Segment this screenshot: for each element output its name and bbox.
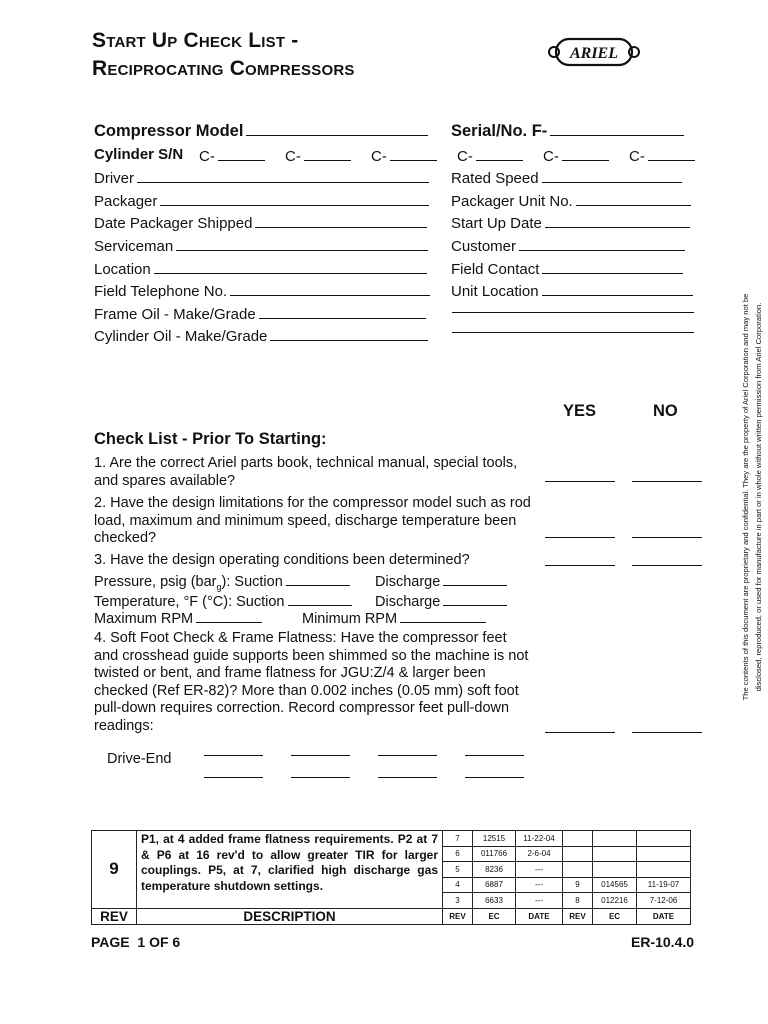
c-prefix: C- [199,148,215,165]
field-telephone-blank[interactable] [230,281,430,296]
date-cell: 11-22-04 [516,831,563,847]
q2-yes-blank[interactable] [545,537,615,538]
logo-text: ARIEL [569,45,619,62]
q1-no-blank[interactable] [632,481,702,482]
no-column-header: NO [653,402,678,420]
rated-speed-blank[interactable] [542,168,682,183]
cylinder-2 [285,146,351,165]
packager-label: Packager [94,193,158,210]
rev-cell [563,831,593,847]
date-cell: 7-12-06 [637,893,691,909]
question-4: 4. Soft Foot Check & Frame Flatness: Have the compressor feet and crosshead guide supports been shimmed so the machine is not twisted or bent, and frame flatness for JGU:Z/4 & larger been checked (Ref ER-82)? More than 0.002 inches (0.05 mm) soft foot pull-down requires correction. Record compressor feet pull-down readings: [94,630,529,734]
max-rpm-label: Maximum RPM [94,611,194,627]
packager-blank[interactable] [160,191,429,206]
drive-end-reading-blank[interactable] [465,755,524,756]
page-number: PAGE 1 OF 6 [91,934,181,950]
field-contact-label: Field Contact [451,261,540,278]
ec-cell: 014565 [593,877,637,893]
cylinder-blank[interactable] [304,146,351,161]
driver-field [94,168,429,187]
c-prefix: C- [543,148,559,165]
pressure-sub: g [216,581,222,592]
serial-row [451,121,684,141]
q4-no-blank[interactable] [632,732,702,733]
col-ec-header: EC [593,908,637,924]
cylinder-oil-field [94,326,428,345]
field-telephone-label: Field Telephone No. [94,283,228,300]
temperature-suction-blank[interactable] [288,591,352,606]
drive-end-reading-blank[interactable] [204,777,263,778]
compressor-model-row [94,121,428,141]
cylinder-blank[interactable] [218,146,265,161]
rev-cell: 4 [443,877,473,893]
date-cell: 11-19-07 [637,877,691,893]
notice-line1: The contents of this document are proprietary and confidential. They are the property of Ariel Corporation and may not be [741,293,750,701]
unit-location-field [451,281,693,300]
customer-blank[interactable] [519,236,685,251]
date-cell: --- [516,893,563,909]
cylinder-blank[interactable] [390,146,437,161]
date-cell [637,831,691,847]
rev-cell: 7 [443,831,473,847]
rev-cell: 5 [443,862,473,878]
col-date-header: DATE [637,908,691,924]
extra-blank-line[interactable] [452,332,694,333]
c-prefix: C- [457,148,473,165]
rev-cell: 9 [563,877,593,893]
ec-cell [593,862,637,878]
pressure-label: Pressure, psig (bar [94,574,217,590]
location-blank[interactable] [154,259,427,274]
date-cell [637,862,691,878]
pressure-discharge-blank[interactable] [443,571,507,586]
col-date-header: DATE [516,908,563,924]
start-up-date-blank[interactable] [545,213,690,228]
c-prefix: C- [629,148,645,165]
serviceman-label: Serviceman [94,238,174,255]
discharge-label: Discharge [375,574,441,590]
cylinder-blank[interactable] [476,146,523,161]
field-contact-field [451,259,683,278]
cylinder-blank[interactable] [562,146,609,161]
description-header: DESCRIPTION [137,908,443,924]
location-label: Location [94,261,151,278]
q3-no-blank[interactable] [632,565,702,566]
document-title-line2: Reciprocating Compressors [92,57,355,80]
frame-oil-blank[interactable] [259,304,426,319]
date-cell: --- [516,862,563,878]
packager-unit-field [451,191,691,210]
current-rev-number: 9 [92,831,137,909]
question-3: 3. Have the design operating conditions been determined? [94,552,470,568]
extra-blank-line[interactable] [452,312,694,313]
start-up-date-field [451,213,690,232]
cylinder-sn-label: Cylinder S/N [94,146,184,163]
date-cell [637,846,691,862]
temperature-label: Temperature, °F (°C): Suction [94,594,285,610]
min-rpm-label: Minimum RPM [302,611,398,627]
question-2: 2. Have the design limitations for the compressor model such as rod load, maximum and minimum speed, discharge temperature been checked? [94,495,531,546]
c-prefix: C- [371,148,387,165]
location-field [94,259,427,278]
date-packager-shipped-label: Date Packager Shipped [94,215,253,232]
driver-blank[interactable] [137,168,429,183]
unit-location-label: Unit Location [451,283,539,300]
date-cell: --- [516,877,563,893]
compressor-model-blank[interactable] [246,121,428,136]
document-number: ER-10.4.0 [631,934,695,950]
serial-label: Serial/No. F- [451,122,548,140]
ec-cell: 8236 [473,862,516,878]
pressure-discharge [375,571,507,590]
frame-oil-label: Frame Oil - Make/Grade [94,306,256,323]
start-up-date-label: Start Up Date [451,215,542,232]
drive-end-reading-blank[interactable] [291,755,350,756]
unit-location-blank[interactable] [542,281,693,296]
question-1: 1. Are the correct Ariel parts book, technical manual, special tools, and spares available? [94,455,518,489]
col-ec-header: EC [473,908,516,924]
q3-yes-blank[interactable] [545,565,615,566]
serviceman-field [94,236,428,255]
rated-speed-label: Rated Speed [451,170,539,187]
q3-pressure-row [94,571,350,592]
drive-end-reading-blank[interactable] [378,777,437,778]
col-rev-header: REV [443,908,473,924]
cylinder-1 [199,146,265,165]
ec-cell: 12515 [473,831,516,847]
notice-line2: disclosed, reproduced, or used for manufacture in part or in whole without written permission from Ariel Corporation. [754,302,763,692]
min-rpm-row [302,608,486,627]
max-rpm-row [94,608,262,627]
drive-end-label: Drive-End [107,751,172,767]
serviceman-blank[interactable] [176,236,428,251]
cylinder-4 [457,146,523,165]
cylinder-sn-row [94,146,183,163]
rev-cell [563,846,593,862]
date-cell: 2-6-04 [516,846,563,862]
ec-cell [593,831,637,847]
compressor-model-label: Compressor Model [94,122,244,140]
rev-header: REV [92,908,137,924]
confidentiality-notice-text [739,227,768,767]
packager-unit-blank[interactable] [576,191,691,206]
checklist-heading: Check List - Prior To Starting: [94,430,327,448]
rated-speed-field [451,168,682,187]
rev-cell: 6 [443,846,473,862]
q4-yes-blank[interactable] [545,732,615,733]
cylinder-oil-label: Cylinder Oil - Make/Grade [94,328,268,345]
ariel-logo [548,36,640,68]
rev-cell [563,862,593,878]
drive-end-reading-blank[interactable] [378,755,437,756]
serial-blank[interactable] [550,121,684,136]
c-prefix: C- [285,148,301,165]
temperature-discharge-blank[interactable] [443,591,507,606]
driver-label: Driver [94,170,134,187]
ec-cell: 012216 [593,893,637,909]
ec-cell: 6887 [473,877,516,893]
cylinder-oil-blank[interactable] [270,326,428,341]
q1-yes-blank[interactable] [545,481,615,482]
customer-label: Customer [451,238,517,255]
cylinder-3 [371,146,437,165]
pressure-label-end: ): Suction [221,574,283,590]
date-packager-shipped-blank[interactable] [255,213,427,228]
ec-cell: 6633 [473,893,516,909]
pressure-suction-blank[interactable] [286,571,350,586]
col-rev-header: REV [563,908,593,924]
packager-unit-label: Packager Unit No. [451,193,573,210]
document-title-line1: Start Up Check List - [92,29,299,52]
revision-description: P1, at 4 added frame flatness requirements. P2 at 7 & P6 at 16 rev'd to allow greater TIR for larger couplings. P5, at 7, clarified high discharge gas temperature shutdown settings. [137,831,443,909]
drive-end-reading-blank[interactable] [465,777,524,778]
field-contact-blank[interactable] [542,259,683,274]
cylinder-6 [629,146,695,165]
max-rpm-blank[interactable] [196,608,262,623]
ec-cell [593,846,637,862]
ec-cell: 011766 [473,846,516,862]
cylinder-blank[interactable] [648,146,695,161]
customer-field [451,236,685,255]
yes-column-header: YES [563,402,597,420]
revision-table [91,830,691,925]
rev-cell: 8 [563,893,593,909]
date-packager-shipped-field [94,213,427,232]
drive-end-reading-blank[interactable] [291,777,350,778]
cylinder-5 [543,146,609,165]
q2-no-blank[interactable] [632,537,702,538]
confidentiality-notice [738,228,768,768]
min-rpm-blank[interactable] [400,608,486,623]
discharge-label: Discharge [375,594,441,610]
drive-end-reading-blank[interactable] [204,755,263,756]
field-telephone-field [94,281,430,300]
frame-oil-field [94,304,426,323]
packager-field [94,191,429,210]
rev-cell: 3 [443,893,473,909]
